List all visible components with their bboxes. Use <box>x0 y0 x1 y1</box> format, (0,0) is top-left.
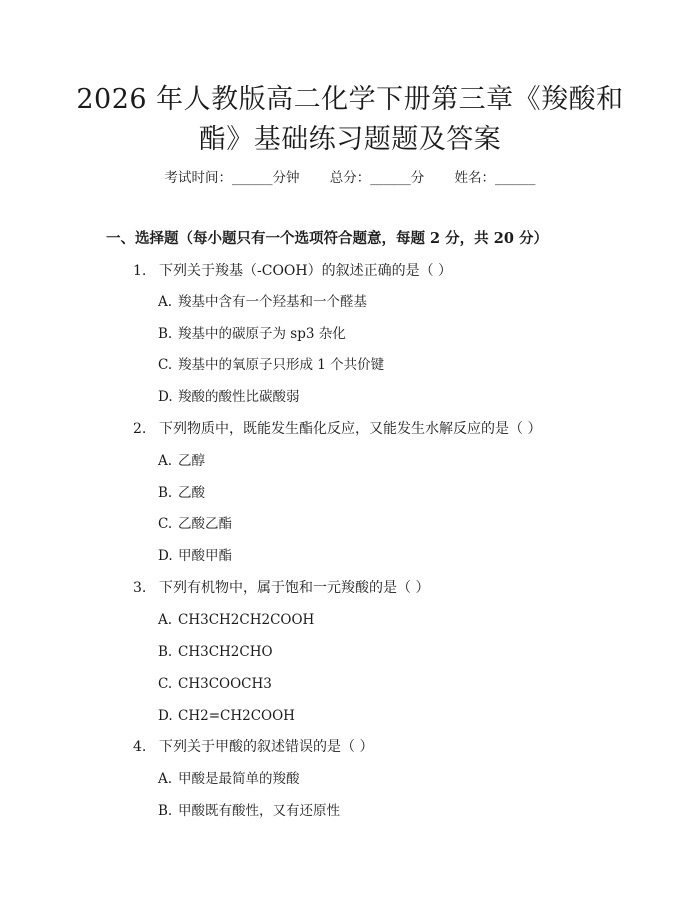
option-letter: C. <box>158 676 173 692</box>
question-4-option-b <box>158 801 340 821</box>
option-text: 甲酸既有酸性，又有还原性 <box>178 803 340 819</box>
question-1 <box>133 261 452 281</box>
question-1-option-c <box>158 355 384 375</box>
question-number: 4. <box>133 739 147 755</box>
question-2-option-b <box>158 483 205 503</box>
question-2-option-c <box>158 514 232 534</box>
option-text: CH3COOCH3 <box>178 676 272 692</box>
option-text: 乙酸乙酯 <box>178 516 232 532</box>
question-2-option-a <box>158 451 205 471</box>
option-letter: B. <box>158 326 173 342</box>
question-1-option-b <box>158 324 346 344</box>
question-3-option-a <box>158 610 314 630</box>
option-text: 羧基中含有一个羟基和一个醛基 <box>178 294 367 310</box>
question-number: 2. <box>133 421 147 437</box>
option-text: 甲酸是最简单的羧酸 <box>178 771 300 787</box>
question-stem: 下列关于羧基（-COOH）的叙述正确的是（ ） <box>159 263 453 279</box>
option-letter: A. <box>158 771 173 787</box>
option-letter: D. <box>158 708 173 724</box>
option-letter: A. <box>158 453 173 469</box>
question-1-option-a <box>158 292 367 312</box>
student-name: 姓名：______ <box>454 170 536 186</box>
question-number: 3. <box>133 580 147 596</box>
option-letter: C. <box>158 357 173 373</box>
option-letter: A. <box>158 612 173 628</box>
option-letter: B. <box>158 485 173 501</box>
exam-time: 考试时间：______分钟 <box>164 170 300 186</box>
exam-total-score: 总分：______分 <box>329 170 425 186</box>
question-3-option-c <box>158 674 272 694</box>
question-1-option-d <box>158 387 300 407</box>
option-letter: A. <box>158 294 173 310</box>
option-text: 羧基中的碳原子为 sp3 杂化 <box>178 326 346 342</box>
title-line-2: 酯》基础练习题题及答案 <box>198 124 502 155</box>
question-stem: 下列关于甲酸的叙述错误的是（ ） <box>159 739 374 755</box>
title-line-1: 2026 年人教版高二化学下册第三章《羧酸和 <box>76 84 624 115</box>
question-3-option-d <box>158 706 295 726</box>
option-text: 乙酸 <box>178 485 205 501</box>
question-stem: 下列有机物中，属于饱和一元羧酸的是（ ） <box>159 580 430 596</box>
question-2 <box>133 419 541 439</box>
option-text: 乙醇 <box>178 453 205 469</box>
question-3-option-b <box>158 642 273 662</box>
option-text: CH3CH2CHO <box>178 644 273 660</box>
option-letter: D. <box>158 548 173 564</box>
document-title <box>60 80 640 160</box>
question-2-option-d <box>158 546 232 566</box>
question-stem: 下列物质中，既能发生酯化反应，又能发生水解反应的是（ ） <box>159 421 542 437</box>
section-heading-multiple-choice: 一、选择题（每小题只有一个选项符合题意，每题 2 分，共 20 分） <box>106 230 548 247</box>
question-4-option-a <box>158 769 300 789</box>
option-letter: B. <box>158 803 173 819</box>
exam-meta <box>0 168 700 188</box>
option-text: 羧基中的氧原子只形成 1 个共价键 <box>178 357 385 373</box>
question-4 <box>133 737 373 757</box>
option-text: CH3CH2CH2COOH <box>178 612 315 628</box>
option-letter: D. <box>158 389 173 405</box>
option-letter: C. <box>158 516 173 532</box>
option-text: CH2=CH2COOH <box>178 708 295 724</box>
question-3 <box>133 578 429 598</box>
option-letter: B. <box>158 644 173 660</box>
option-text: 甲酸甲酯 <box>178 548 232 564</box>
option-text: 羧酸的酸性比碳酸弱 <box>178 389 300 405</box>
question-number: 1. <box>133 263 147 279</box>
